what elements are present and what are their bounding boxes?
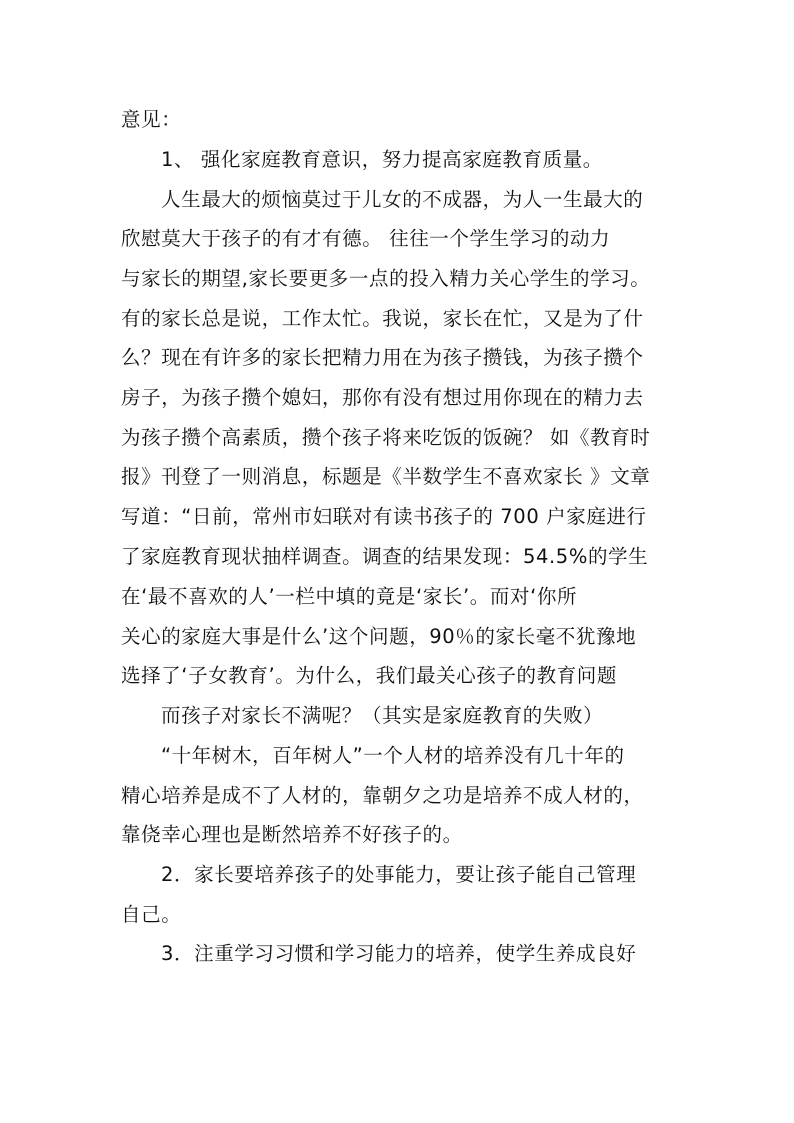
paragraph-line: 关心的家庭大事是什么’这个问题，90％的家长毫不犹豫地 <box>121 625 637 648</box>
text-line: 意见： <box>121 108 182 131</box>
paragraph-line: 在‘最不喜欢的人’一栏中填的竟是‘家长’。而对‘你所 <box>121 585 578 608</box>
numbered-heading: 1、 强化家庭教育意识，努力提高家庭教育质量。 <box>161 148 603 171</box>
paragraph-line: “十年树木，百年树人”一个人材的培养没有几十年的 <box>161 744 625 767</box>
paragraph-line: 而孩子对家长不满呢？（其实是家庭教育的失败） <box>161 704 604 727</box>
paragraph-line: 人生最大的烦恼莫过于儿女的不成器，为人一生最大的 <box>161 188 644 211</box>
paragraph-line: 为孩子攒个高素质，攒个孩子将来吃饭的饭碗？ 如《教育时 <box>121 426 651 449</box>
paragraph-line: 报》刊登了一则消息，标题是《半数学生不喜欢家长 》文章 <box>121 465 651 488</box>
paragraph-line: 有的家长总是说，工作太忙。我说，家长在忙，又是为了什 <box>121 307 644 330</box>
paragraph-line: 欣慰莫大于孩子的有才有德。 往往一个学生学习的动力 <box>121 227 611 250</box>
paragraph-line: 自己。 <box>121 903 182 926</box>
numbered-item: 3．注重学习习惯和学习能力的培养，使学生养成良好 <box>161 942 637 965</box>
paragraph-line: 房子，为孩子攒个媳妇，那你有没有想过用你现在的精力去 <box>121 386 644 409</box>
paragraph-line: 选择了‘子女教育’。为什么，我们最关心孩子的教育问题 <box>121 664 617 687</box>
paragraph-line: 写道：“日前，常州市妇联对有读书孩子的 700 户家庭进行 <box>121 505 647 528</box>
paragraph-line: 靠侥幸心理也是断然培养不好孩子的。 <box>121 823 463 846</box>
paragraph-line: 精心培养是成不了人材的，靠朝夕之功是培养不成人材的， <box>121 784 644 807</box>
numbered-item: 2．家长要培养孩子的处事能力，要让孩子能自己管理 <box>161 863 637 886</box>
paragraph-line: 与家长的期望,家长要更多一点的投入精力关心学生的学习。 <box>121 267 651 290</box>
paragraph-line: 么？现在有许多的家长把精力用在为孩子攒钱，为孩子攒个 <box>121 346 644 369</box>
paragraph-line: 了家庭教育现状抽样调查。调查的结果发现：54.5%的学生 <box>121 545 649 568</box>
